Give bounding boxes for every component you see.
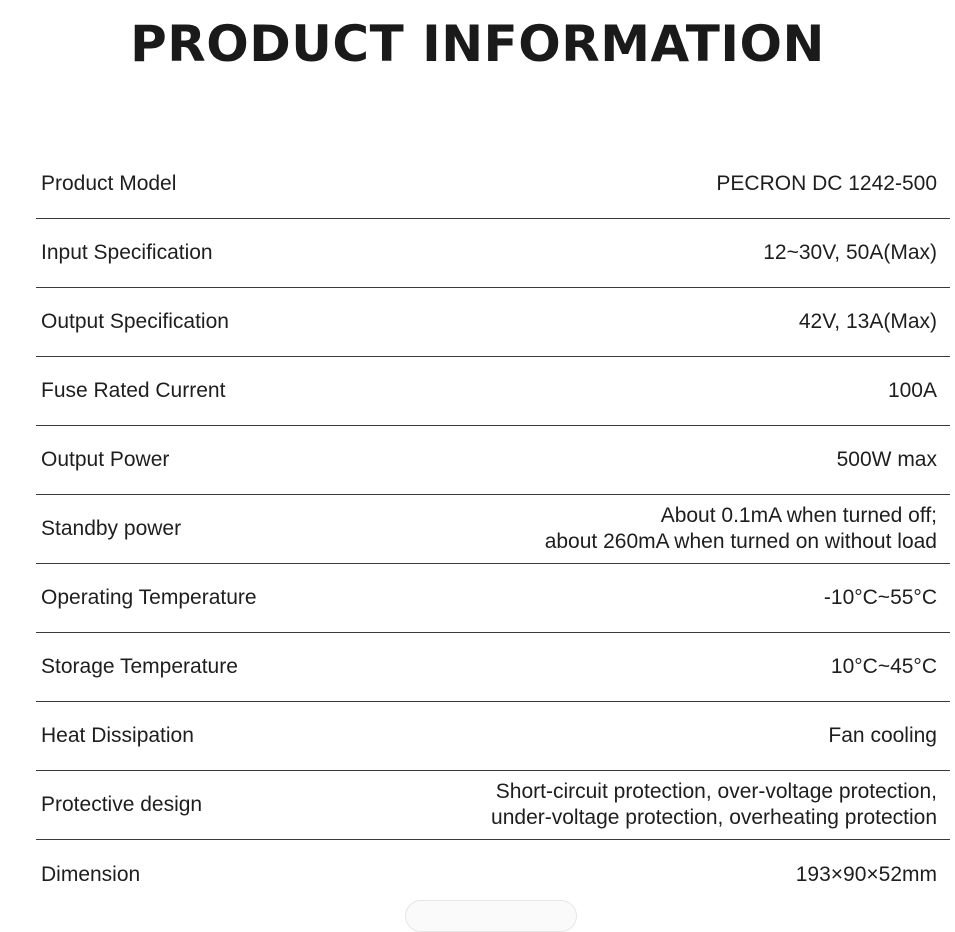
spec-value-line: 10°C~45°C [830, 655, 937, 678]
spec-label: Output Specification [41, 310, 229, 333]
spec-row-product-model [36, 150, 950, 219]
spec-label: Input Specification [41, 241, 213, 264]
spec-value [491, 779, 950, 831]
spec-row-dimension [36, 840, 950, 909]
spec-value [716, 171, 950, 197]
spec-label: Protective design [41, 793, 203, 816]
spec-value-line: 12~30V, 50A(Max) [763, 241, 937, 264]
spec-value-line: Short-circuit protection, over-voltage protection, [495, 780, 937, 803]
spec-value [796, 862, 950, 888]
spec-label: Storage Temperature [41, 655, 238, 678]
spec-label: Heat Dissipation [41, 724, 194, 747]
spec-value-line: 100A [887, 379, 937, 402]
spec-value-line: 193×90×52mm [795, 862, 937, 886]
spec-value [763, 240, 950, 266]
spec-value [545, 503, 950, 555]
spec-value-line: about 260mA when turned on without load [544, 530, 937, 553]
spec-value [831, 654, 950, 680]
spec-label: Fuse Rated Current [41, 379, 226, 402]
spec-value [888, 378, 950, 404]
spec-row-input-specification [36, 219, 950, 288]
spec-row-protective-design [36, 771, 950, 840]
spec-row-output-specification [36, 288, 950, 357]
spec-value-line: PECRON DC 1242-500 [716, 172, 937, 195]
spec-label: Operating Temperature [41, 586, 257, 609]
spec-label: Standby power [41, 517, 182, 540]
spec-value-line: under-voltage protection, overheating protection [491, 806, 937, 829]
spec-row-fuse-rated-current [36, 357, 950, 426]
spec-row-standby-power [36, 495, 950, 564]
spec-label: Output Power [41, 448, 170, 471]
bottom-floating-button[interactable] [405, 900, 577, 932]
spec-value-line: 500W max [836, 448, 937, 471]
spec-row-output-power [36, 426, 950, 495]
spec-row-storage-temperature [36, 633, 950, 702]
spec-value [824, 585, 950, 611]
spec-value-line: About 0.1mA when turned off; [660, 504, 937, 527]
spec-value [799, 309, 950, 335]
spec-value [828, 723, 950, 749]
spec-row-heat-dissipation [36, 702, 950, 771]
spec-value-line: -10°C~55°C [823, 586, 937, 609]
spec-table [36, 150, 950, 909]
spec-label: Dimension [41, 862, 141, 886]
spec-value [837, 447, 950, 473]
spec-label: Product Model [41, 172, 177, 195]
spec-row-operating-temperature [36, 564, 950, 633]
spec-value-line: 42V, 13A(Max) [798, 310, 937, 333]
spec-value-line: Fan cooling [828, 724, 937, 747]
page-title: PRODUCT INFORMATION [130, 15, 825, 73]
